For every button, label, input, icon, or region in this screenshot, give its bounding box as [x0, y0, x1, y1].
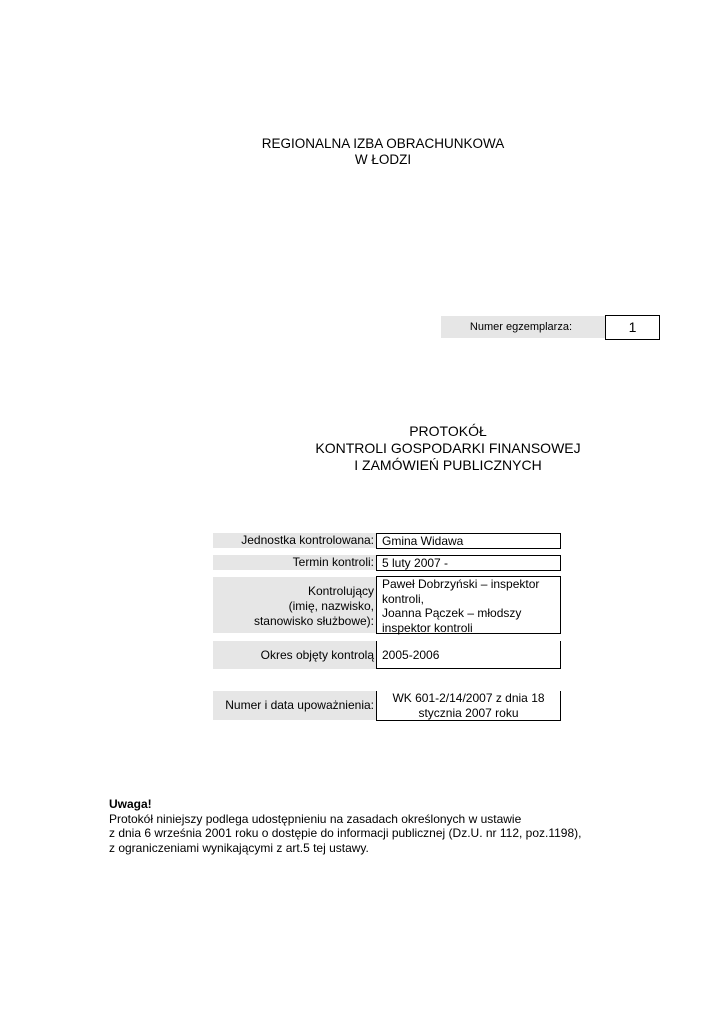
copy-number-value: 1 — [605, 315, 660, 340]
notice-title: Uwaga! — [109, 797, 152, 811]
document-subtitle-2: I ZAMÓWIEŃ PUBLICZNYCH — [354, 457, 542, 473]
notice — [109, 797, 581, 855]
inspectors-value-line: Joanna Pączek – młodszy — [382, 606, 522, 620]
copy-number-label: Numer egzemplarza: — [441, 316, 605, 338]
institution-city: W ŁODZI — [354, 152, 412, 167]
document-subtitle-1: KONTROLI GOSPODARKI FINANSOWEJ — [315, 440, 581, 456]
document-title: PROTOKÓŁ — [409, 423, 487, 439]
term-value: 5 luty 2007 - — [376, 555, 561, 571]
inspectors-value-line: inspektor kontroli — [382, 620, 473, 635]
inspectors-label-line: stanowisko służbowe): — [253, 614, 374, 628]
period-value: 2005-2006 — [376, 641, 561, 669]
unit-value: Gmina Widawa — [376, 533, 561, 549]
inspectors-label-line: Kontrolujący — [307, 584, 374, 598]
inspectors-value — [376, 576, 561, 634]
institution-name: REGIONALNA IZBA OBRACHUNKOWA — [261, 136, 505, 151]
term-label: Termin kontroli: — [213, 555, 376, 570]
notice-line: z dnia 6 września 2001 roku o dostępie do informacji publicznej (Dz.U. nr 112, poz.1198), — [109, 826, 582, 840]
inspectors-value-line: Paweł Dobrzyński – inspektor — [382, 577, 540, 591]
notice-line: z ograniczeniami wynikającymi z art.5 tej ustawy. — [109, 840, 369, 855]
inspectors-value-line: kontroli, — [382, 591, 425, 606]
authorization-value-line: WK 601-2/14/2007 z dnia 18 — [392, 691, 545, 705]
authorization-value — [376, 691, 561, 721]
period-label: Okres objęty kontrolą — [213, 641, 376, 669]
authorization-value-line: stycznia 2007 roku — [418, 705, 519, 720]
inspectors-label — [213, 577, 376, 633]
unit-label: Jednostka kontrolowana: — [213, 533, 376, 548]
authorization-label: Numer i data upoważnienia: — [213, 691, 376, 720]
inspectors-label-line: (imię, nazwisko, — [288, 599, 374, 613]
notice-line: Protokół niniejszy podlega udostępnieniu na zasadach określonych w ustawie — [109, 811, 522, 826]
